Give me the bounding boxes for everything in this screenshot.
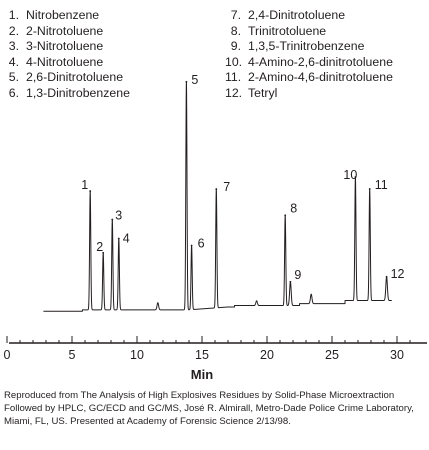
peak-marker <box>191 245 193 247</box>
peak-label: 10 <box>343 168 358 183</box>
legend-item-label: 2-Amino-4,6-dinitrotoluene <box>248 70 393 85</box>
legend-item-number: 3. <box>8 39 19 54</box>
legend-item-number: 4. <box>8 54 19 69</box>
x-tick-label: 15 <box>195 348 209 362</box>
legend-item-number: 2. <box>8 23 19 38</box>
x-tick-label: 5 <box>68 348 76 362</box>
legend-item-label: 1,3-Dinitrobenzene <box>26 85 130 100</box>
legend-item-label: 4-Nitrotoluene <box>26 54 104 69</box>
peak-marker <box>89 190 91 192</box>
peak-marker <box>284 214 286 216</box>
figure-caption: Reproduced from The Analysis of High Explosives Residues by Solid-Phase Microextraction Followed by HPLC, GC/ECD and GC/MS, José R. Almirall, Metro-Dade Police Crime Laboratory, Miami, FL, US. Presented at Academy of Forensic Science 2/13/98. <box>4 390 414 427</box>
chromatogram-trace <box>43 82 391 311</box>
peak-marker <box>186 81 188 83</box>
peak-marker <box>215 188 217 190</box>
legend-item-number: 6. <box>8 85 19 100</box>
x-tick-label: 20 <box>260 348 274 362</box>
legend-item-label: Trinitrotoluene <box>248 23 327 38</box>
peak-label: 6 <box>197 236 205 251</box>
legend-item-label: 4-Amino-2,6-dinitrotoluene <box>248 54 393 69</box>
peak-label: 4 <box>122 231 130 246</box>
legend-item-number: 11. <box>225 70 242 85</box>
legend-item-number: 12. <box>225 85 243 100</box>
peak-marker <box>290 281 292 283</box>
peak-label: 1 <box>81 178 89 193</box>
peak-marker <box>111 219 113 221</box>
x-tick-label: 30 <box>390 348 404 362</box>
peak-marker <box>369 188 371 190</box>
x-tick-label: 0 <box>3 348 11 362</box>
x-tick-label: 10 <box>130 348 144 362</box>
peak-label: 5 <box>191 72 199 87</box>
legend-item-label: 3-Nitrotoluene <box>26 39 104 54</box>
legend-item-number: 1. <box>8 8 19 22</box>
peak-marker <box>386 276 388 278</box>
x-axis-title: Min <box>190 367 214 382</box>
legend-item-label: 2,4-Dinitrotoluene <box>248 8 346 22</box>
peak-label: 3 <box>115 208 123 223</box>
legend-item-label: Nitrobenzene <box>26 8 100 22</box>
peak-label: 7 <box>223 180 231 195</box>
legend-item-number: 5. <box>8 70 19 85</box>
peak-marker <box>118 238 120 240</box>
legend-item-number: 10. <box>225 54 243 69</box>
legend-item-number: 7. <box>230 8 241 22</box>
legend-item-label: 2,6-Dinitrotoluene <box>26 70 124 85</box>
peak-label: 12 <box>390 266 405 281</box>
legend-item-label: Tetryl <box>248 85 278 100</box>
legend-item-label: 1,3,5-Trinitrobenzene <box>248 39 365 54</box>
peak-label: 9 <box>294 267 302 282</box>
legend-item-label: 2-Nitrotoluene <box>26 23 104 38</box>
peak-label: 2 <box>96 239 104 254</box>
peak-label: 8 <box>290 201 298 216</box>
legend-item-number: 9. <box>230 39 241 54</box>
legend-item-number: 8. <box>230 23 241 38</box>
peak-label: 11 <box>374 177 388 192</box>
x-tick-label: 25 <box>325 348 339 362</box>
